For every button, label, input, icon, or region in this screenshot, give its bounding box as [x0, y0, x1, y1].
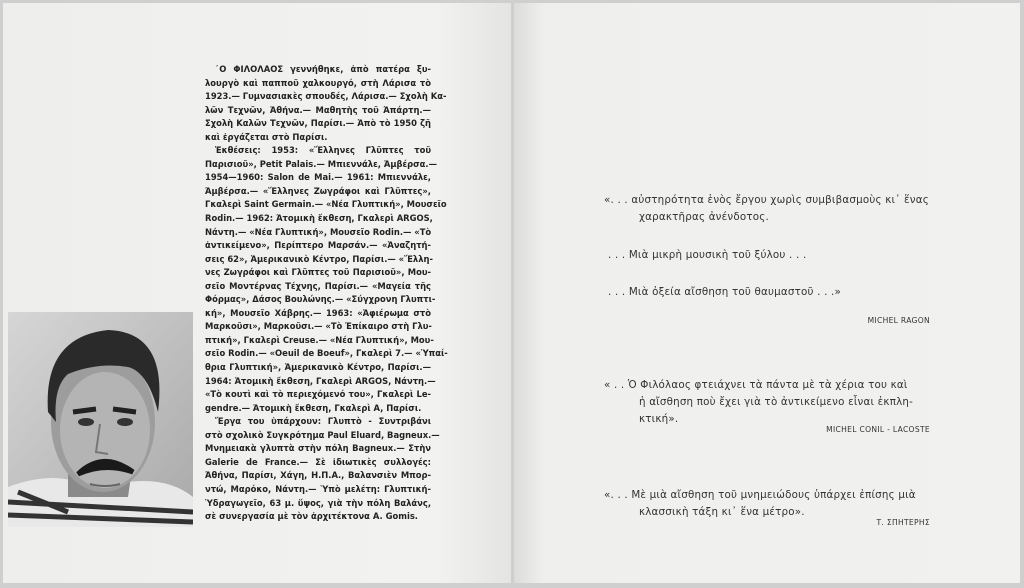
- biography-line: Παρισιοῦ», Petit Palais.— Μπιεννάλε, Ἀμβέρσα.—: [205, 158, 437, 169]
- artist-portrait-photo: [8, 312, 193, 527]
- biography-line: σὲ συνεργασία μὲ τὸν ἀρχιτέκτονα A. Gomis.: [205, 511, 418, 522]
- quote-spiteris: [604, 487, 916, 521]
- biography-line: πτική», Γκαλερὶ Creuse.— «Νέα Γλυπτική», Μου-: [205, 334, 434, 345]
- biography-line: κή», Μουσεῖο Χάβρης.— 1963: «Ἀφιέρωμα στὸ: [205, 307, 431, 318]
- quote-conil-lacoste: [604, 377, 913, 428]
- biography-line: Ἐκθέσεις: 1953: «Ἕλληνες Γλῦπτες τοῦ: [215, 145, 431, 156]
- biography-line: Μνημειακὰ γλυπτὰ στὴν πόλη Bagneux.— Στὴν: [205, 443, 431, 454]
- biography-line: Rodin.— 1962: Ἀτομικὴ ἔκθεση, Γκαλερὶ ARGOS,: [205, 213, 433, 224]
- biography-line: Γκαλερὶ Saint Germain.— «Νέα Γλυπτική», Μουσεῖο: [205, 199, 447, 210]
- quote-line: «. . . Μὲ μιὰ αἴσθηση τοῦ μνημειώδους ὑπάρχει ἐπίσης μιὰ: [604, 489, 916, 501]
- biography-line: 1954—1960: Salon de Mai.— 1961: Μπιεννάλε,: [205, 172, 431, 183]
- quote-author: MICHEL CONIL - LACOSTE: [826, 425, 930, 434]
- biography-line: Ἀθήνα, Παρίσι, Χάγη, Η.Π.Α., Βαλανσιὲν Μπορ-: [205, 470, 431, 481]
- biography-line: σεις 62», Ἀμερικανικὸ Κέντρο, Παρίσι.— «Ἕλλη-: [205, 253, 433, 264]
- biography-line: Νάντη.— «Νέα Γλυπτική», Μουσεῖο Rodin.— «Τὸ: [205, 226, 432, 237]
- biography-line: στὸ σχολικὸ Συγκρότημα Paul Eluard, Bagneux.—: [205, 429, 440, 440]
- biography-line: ντώ, Μαρόκο, Νάντη.— Ὑπὸ μελέτη: Γλυπτική-: [205, 483, 431, 494]
- quote-author: Τ. ΣΠΗΤΕΡΗΣ: [876, 518, 930, 527]
- biography-line: ἀντικείμενο», Περίπτερο Μαρσάν.— «Ἀναζητή-: [205, 240, 431, 251]
- quote-line: ἡ αἴσθηση ποὺ ἔχει γιὰ τὸ ἀντικείμενο εἶναι ἐκπλη-: [639, 396, 914, 408]
- biography-line: Φόρμας», Δάσος Βουλώνης.— «Σύγχρονη Γλυπτι-: [205, 294, 436, 305]
- biography-line: Μαρκοῦσι», Μαρκοῦσι.— «Τὸ Ἐπίκαιρο στὴ Γλυ-: [205, 321, 432, 332]
- quote-line: «. . . αὐστηρότητα ἑνὸς ἔργου χωρὶς συμβιβασμοὺς κι᾿ ἕνας: [604, 194, 929, 206]
- quote-line: κτική».: [639, 413, 679, 425]
- right-page: [514, 3, 1020, 583]
- biography-line: νες Ζωγράφοι καὶ Γλῦπτες τοῦ Παρισιοῦ», Μου-: [205, 267, 431, 278]
- quote-author: MICHEL RAGON: [867, 316, 930, 325]
- quote-line: . . . Μιὰ ὀξεία αἴσθηση τοῦ θαυμαστοῦ . . .»: [608, 286, 842, 298]
- quote-line: κλασσικὴ τάξη κι᾿ ἕνα μέτρο».: [639, 506, 805, 518]
- quote-ragon: [604, 192, 929, 301]
- biography-text: [205, 63, 448, 524]
- quote-line: « . . Ὁ Φιλόλαος φτειάχνει τὰ πάντα μὲ τὰ χέρια του καὶ: [604, 379, 908, 391]
- biography-line: θρια Γλυπτική», Ἀμερικανικὸ Κέντρο, Παρίσι.—: [205, 362, 431, 373]
- biography-line: 1964: Ἀτομικὴ ἔκθεση, Γκαλερὶ ARGOS, Νάντη.—: [205, 375, 436, 386]
- biography-line: Galerie de France.— Σὲ ἰδιωτικὲς συλλογές:: [205, 456, 431, 467]
- biography-line: Ἔργα του ὑπάρχουν: Γλυπτὸ - Συντριβάνι: [215, 416, 431, 427]
- portrait-image: [8, 312, 193, 527]
- biography-line: καὶ ἐργάζεται στὸ Παρίσι.: [205, 131, 328, 142]
- biography-line: Ἀμβέρσα.— «Ἕλληνες Ζωγράφοι καὶ Γλῦπτες»,: [205, 185, 431, 196]
- biography-line: «Τὸ κουτὶ καὶ τὸ περιεχόμενό του», Γκαλερὶ Le-: [205, 389, 431, 400]
- biography-line: Ὑδραγωγεῖο, 63 μ. ὕψος, γιὰ τὴν πόλη Βαλάνς,: [205, 497, 431, 508]
- quote-line: χαρακτῆρας ἀνένδοτος.: [639, 211, 769, 223]
- left-page: [3, 3, 511, 583]
- quote-line: . . . Μιὰ μικρὴ μουσικὴ τοῦ ξύλου . . .: [608, 249, 807, 261]
- biography-line: 1923.— Γυμνασιακὲς σπουδές, Λάρισα.— Σχολὴ Κα-: [205, 91, 447, 102]
- biography-line: ᾿Ο ΦΙΛΟΛΑΟΣ γεννήθηκε, ἀπὸ πατέρα ξυ-: [215, 64, 431, 74]
- biography-line: σεῖο Μοντέρνας Τέχνης, Παρίσι.— «Μαγεία τῆς: [205, 280, 431, 291]
- biography-line: λῶν Τεχνῶν, Ἀθήνα.— Μαθητὴς τοῦ Ἀπάρτη.—: [205, 104, 431, 115]
- biography-line: λουργὸ καὶ παπποῦ χαλκουργό, στὴ Λάρισα τὸ: [205, 77, 431, 88]
- biography-line: σεῖο Rodin.— «Oeuil de Boeuf», Γκαλερὶ 7.— «Ὑπαί-: [205, 348, 448, 359]
- biography-line: gendre.— Ἀτομικὴ ἔκθεση, Γκαλερὶ A, Παρίσι.: [205, 402, 422, 413]
- biography-line: Σχολὴ Καλῶν Τεχνῶν, Παρίσι.— Ἀπὸ τὸ 1950 ζῆ: [205, 118, 431, 129]
